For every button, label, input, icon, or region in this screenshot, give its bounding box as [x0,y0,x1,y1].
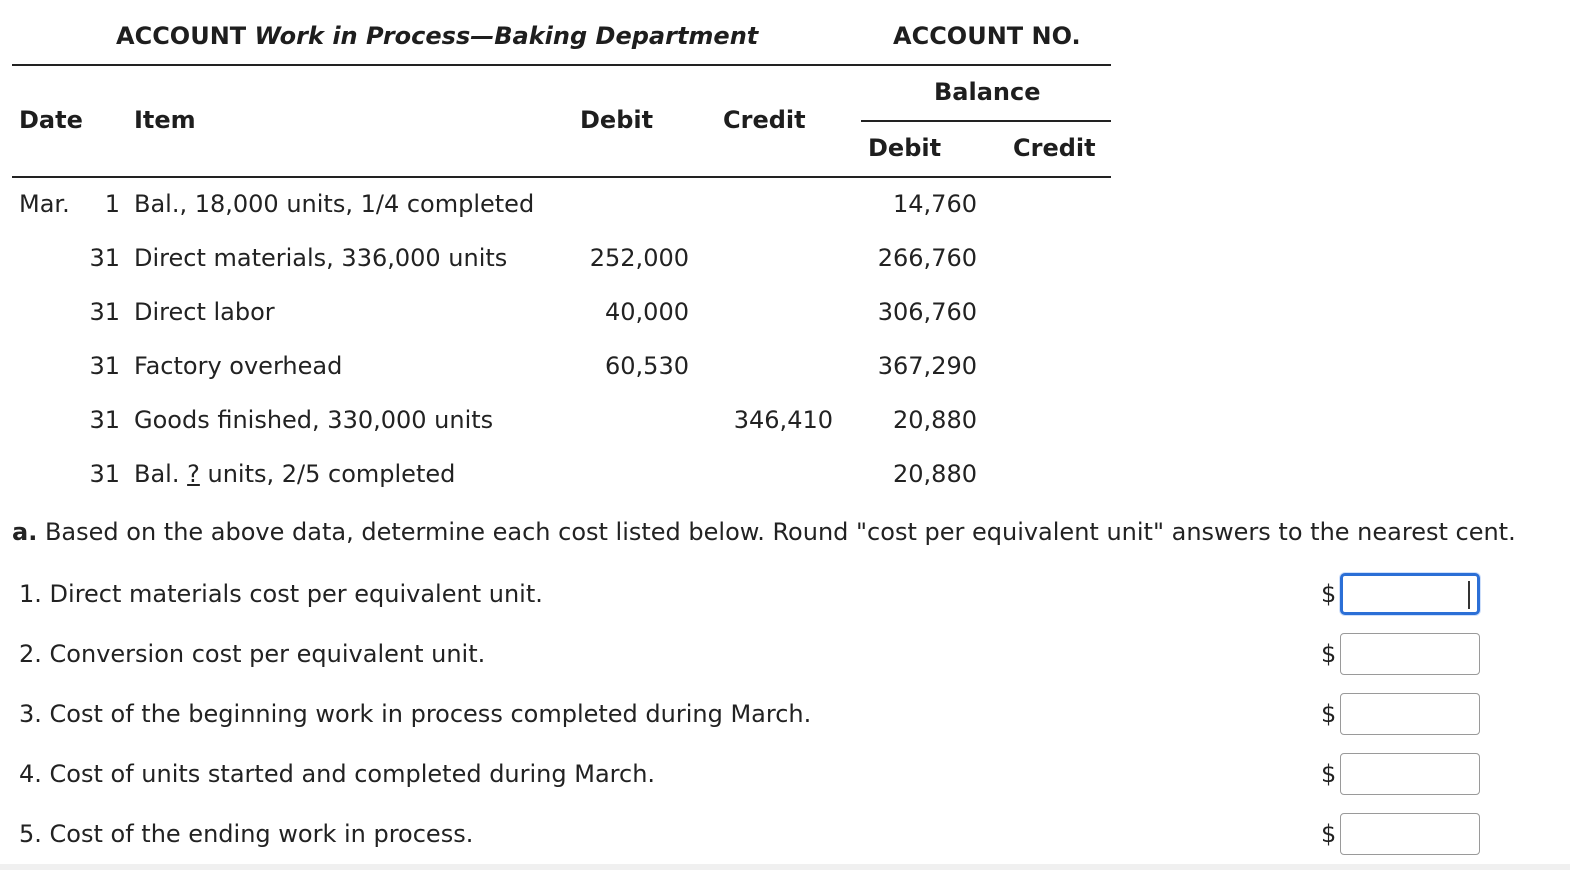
row-item: Bal., 18,000 units, 1/4 completed [134,190,535,218]
instruction-label: a. [12,518,38,546]
question-text: Cost of units started and completed during March. [49,760,656,788]
header-top-rule [12,64,1111,66]
text-caret [1468,581,1470,609]
account-name: Work in Process—Baking Department [254,22,759,50]
answer-input-5[interactable] [1340,813,1480,855]
account-title [116,22,758,50]
question-1 [19,580,543,608]
row-balance-debit: 306,760 [877,298,977,326]
col-balance: Balance [934,78,1041,106]
row-item: Factory overhead [134,352,343,380]
balance-rule [861,120,1111,122]
question-number: 2. [19,640,42,668]
question-text: Cost of the ending work in process. [49,820,474,848]
row-item: Goods finished, 330,000 units [134,406,494,434]
row-balance-debit: 14,760 [893,190,977,218]
row-balance-debit: 20,880 [893,460,977,488]
row-item [134,460,455,488]
header-bottom-rule [12,176,1111,178]
question-number: 1. [19,580,42,608]
row-balance-debit: 266,760 [877,244,977,272]
row-balance-debit: 20,880 [893,406,977,434]
col-credit: Credit [723,106,806,134]
question-number: 4. [19,760,42,788]
col-balance-credit: Credit [1013,134,1096,162]
row-debit: 252,000 [589,244,689,272]
col-date: Date [19,106,83,134]
row-day: 1 [104,190,120,218]
answer-input-1[interactable] [1340,573,1480,615]
row-balance-debit: 367,290 [877,352,977,380]
row-day: 31 [89,352,120,380]
row-day: 31 [89,244,120,272]
question-text: Cost of the beginning work in process completed during March. [49,700,812,728]
answer-input-2[interactable] [1340,633,1480,675]
row-credit: 346,410 [733,406,833,434]
col-debit: Debit [580,106,654,134]
row-debit: 40,000 [605,298,689,326]
dollar-sign: $ [1321,640,1337,668]
bottom-edge [0,864,1570,870]
question-number: 3. [19,700,42,728]
row-item-prefix: Bal. [134,460,180,488]
row-item-suffix: units, 2/5 completed [207,460,456,488]
question-5 [19,820,473,848]
row-item: Direct materials, 336,000 units [134,244,508,272]
question-2 [19,640,485,668]
dollar-sign: $ [1321,820,1337,848]
dollar-sign: $ [1321,700,1337,728]
question-number: 5. [19,820,42,848]
account-number-label: ACCOUNT NO. [893,22,1081,50]
account-label: ACCOUNT [116,22,247,50]
question-3 [19,700,811,728]
row-debit: 60,530 [605,352,689,380]
question-text: Direct materials cost per equivalent unit. [49,580,543,608]
answer-input-4[interactable] [1340,753,1480,795]
dollar-sign: $ [1321,760,1337,788]
question-text: Conversion cost per equivalent unit. [49,640,486,668]
row-item: Direct labor [134,298,275,326]
question-4 [19,760,655,788]
month-label: Mar. [19,190,70,218]
row-day: 31 [89,406,120,434]
row-item-unknown: ? [187,460,200,488]
col-balance-debit: Debit [868,134,942,162]
dollar-sign: $ [1321,580,1337,608]
row-day: 31 [89,298,120,326]
instruction [12,518,1516,546]
col-item: Item [134,106,196,134]
instruction-text: Based on the above data, determine each cost listed below. Round "cost per equivalent unit" answers to the nearest cent. [44,518,1516,546]
row-day: 31 [89,460,120,488]
answer-input-3[interactable] [1340,693,1480,735]
